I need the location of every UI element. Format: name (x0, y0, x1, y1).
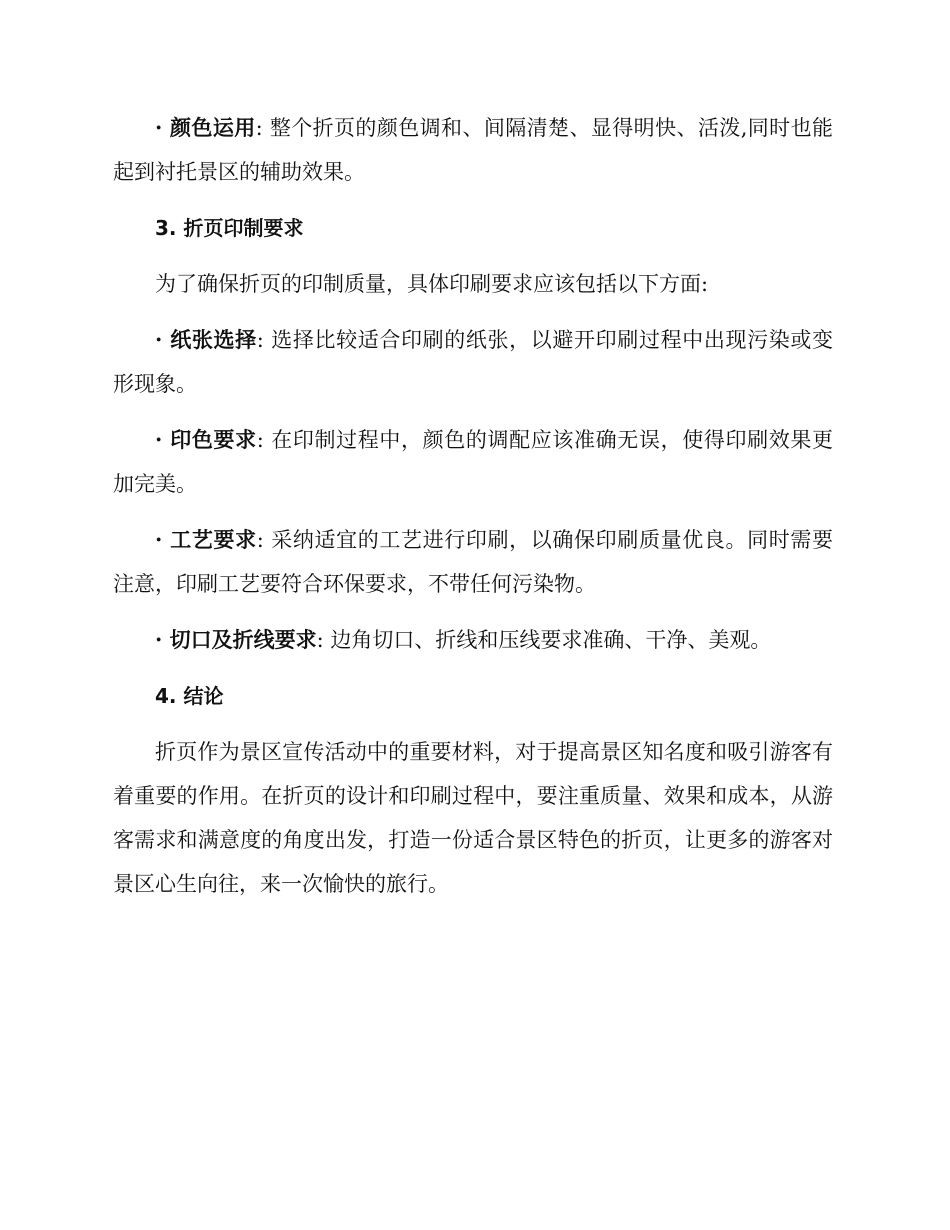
bullet-text: 整个折页的颜色调和、间隔清楚、显得明快、活泼,同时也能起到衬托景区的辅助效果。 (113, 116, 833, 184)
bullet-marker: · (155, 627, 170, 652)
bullet-marker: · (155, 427, 171, 452)
bullet-craft-requirement (113, 518, 833, 606)
bullet-marker: · (155, 527, 171, 552)
bullet-term: 切口及折线要求 (169, 628, 317, 652)
bullet-separator: : (256, 528, 272, 552)
document-body (113, 106, 833, 918)
section-4-body: 折页作为景区宣传活动中的重要材料，对于提高景区知名度和吸引游客有着重要的作用。在折页的设计和印刷过程中，要注重质量、效果和成本，从游客需求和满意度的角度出发，打造一份适合景区特色的折页，让更多的游客对景区心生向往，来一次愉快的旅行。 (113, 740, 833, 896)
bullet-text: 选择比较适合印刷的纸张，以避开印刷过程中出现污染或变形现象。 (113, 328, 833, 396)
bullet-term: 工艺要求 (170, 528, 257, 552)
bullet-ink-requirement (113, 418, 833, 506)
bullet-marker: · (155, 327, 171, 352)
section-3-heading: 3. 折页印制要求 (155, 216, 304, 240)
bullet-separator: : (255, 116, 270, 140)
section-4-heading: 4. 结论 (155, 684, 224, 708)
bullet-cut-fold-requirement (113, 618, 833, 662)
bullet-color-usage (113, 106, 833, 194)
bullet-separator: : (256, 328, 272, 352)
bullet-text: 采纳适宜的工艺进行印刷，以确保印刷质量优良。同时需要注意，印刷工艺要符合环保要求，不带任何污染物。 (113, 528, 833, 596)
bullet-paper-selection (113, 318, 833, 406)
bullet-term: 印色要求 (170, 428, 257, 452)
bullet-separator: : (316, 628, 331, 652)
bullet-text: 边角切口、折线和压线要求准确、干净、美观。 (330, 628, 772, 652)
bullet-marker: · (155, 115, 171, 140)
bullet-term: 纸张选择 (170, 328, 257, 352)
bullet-separator: : (256, 428, 272, 452)
section-3-intro: 为了确保折页的印制质量，具体印刷要求应该包括以下方面: (155, 272, 709, 296)
bullet-term: 颜色运用 (170, 116, 256, 140)
bullet-text: 在印制过程中，颜色的调配应该准确无误，使得印刷效果更加完美。 (113, 428, 833, 496)
